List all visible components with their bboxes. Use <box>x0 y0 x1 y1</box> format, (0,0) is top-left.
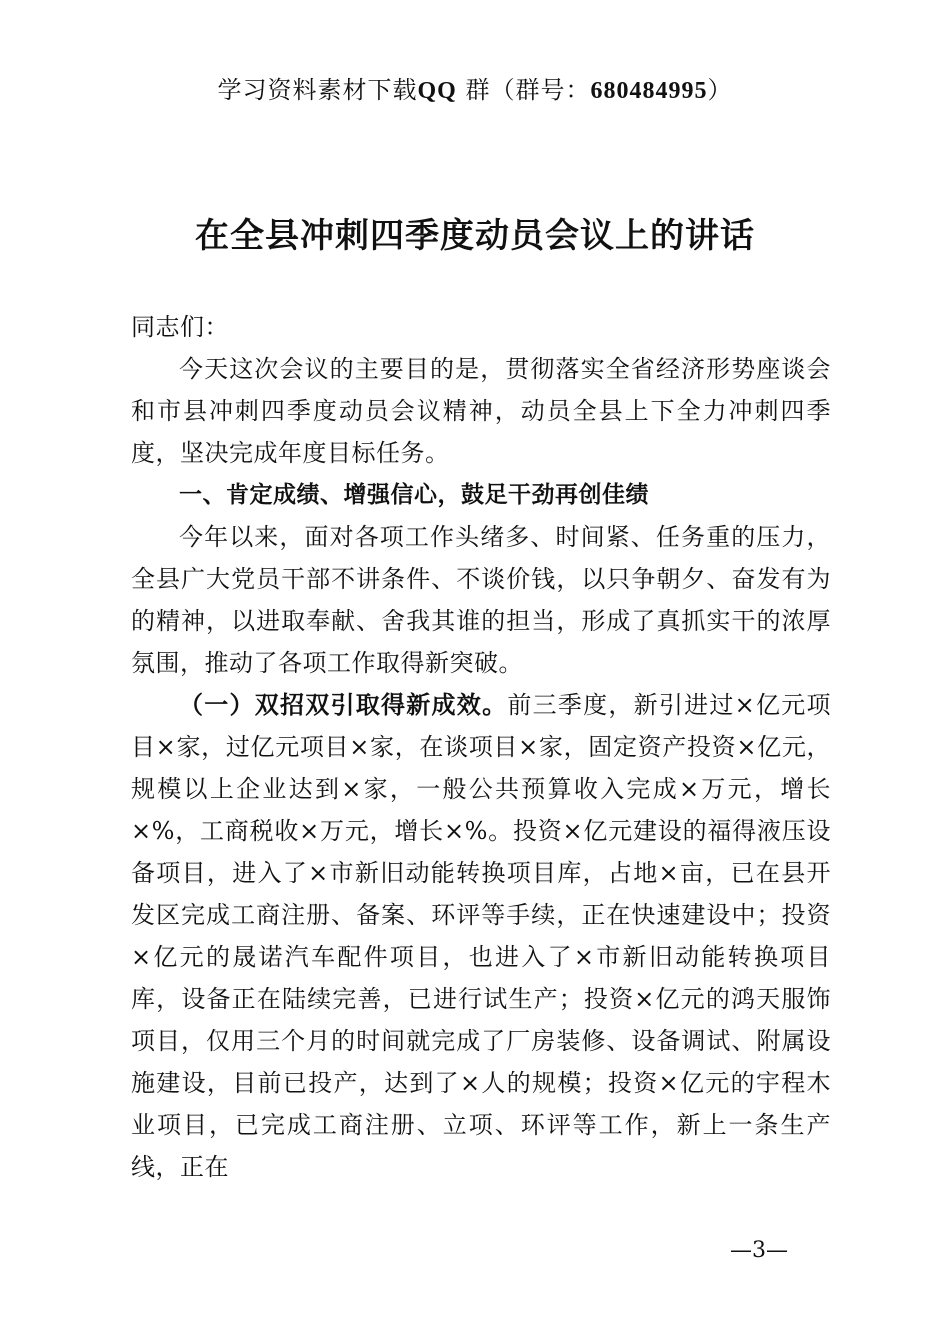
header-group-number: 680484995 <box>590 78 708 104</box>
document-body <box>131 306 831 1188</box>
header-group-label: 群（群号： <box>456 76 591 104</box>
header-qq: QQ <box>417 78 457 104</box>
header-close: ） <box>707 76 733 104</box>
salutation: 同志们： <box>131 313 229 341</box>
document-header <box>0 72 950 109</box>
intro-paragraph: 今天这次会议的主要目的是，贯彻落实全省经济形势座谈会和市县冲刺四季度动员会议精神，动员全县上下全力冲刺四季度，坚决完成年度目标任务。 <box>131 355 831 467</box>
item-1-paragraph <box>131 684 831 1188</box>
section-1-intro-paragraph: 今年以来，面对各项工作头绪多、时间紧、任务重的压力，全县广大党员干部不讲条件、不谈价钱，以只争朝夕、奋发有为的精神，以进取奉献、舍我其谁的担当，形成了真抓实干的浓厚氛围，推动了各项工作取得新突破。 <box>131 523 831 677</box>
page-number: —3— <box>730 1238 788 1263</box>
section-heading-1: 一、肯定成绩、增强信心，鼓足干劲再创佳绩 <box>179 482 649 508</box>
item-1-lead: （一）双招双引取得新成效。 <box>179 690 508 719</box>
item-1-body: 前三季度，新引进过×亿元项目×家，过亿元项目×家，在谈项目×家，固定资产投资×亿元，规模以上企业达到×家，一般公共预算收入完成×万元，增长×%，工商税收×万元，增长×%。投资×亿元建设的福得液压设备项目，进入了×市新旧动能转换项目库，占地×亩，已在县开发区完成工商注册、备案、环评等手续，正在快速建设中；投资×亿元的晟诺汽车配件项目，也进入了×市新旧动能转换项目库，设备正在陆续完善，已进行试生产；投资×亿元的鸿天服饰项目，仅用三个月的时间就完成了厂房装修、设备调试、附属设施建设，目前已投产，达到了×人的规模；投资×亿元的宇程木业项目，已完成工商注册、立项、环评等工作，新上一条生产线，正在 <box>131 691 832 1181</box>
header-prefix: 学习资料素材下载 <box>217 76 418 104</box>
document-title: 在全县冲刺四季度动员会议上的讲话 <box>195 216 755 256</box>
